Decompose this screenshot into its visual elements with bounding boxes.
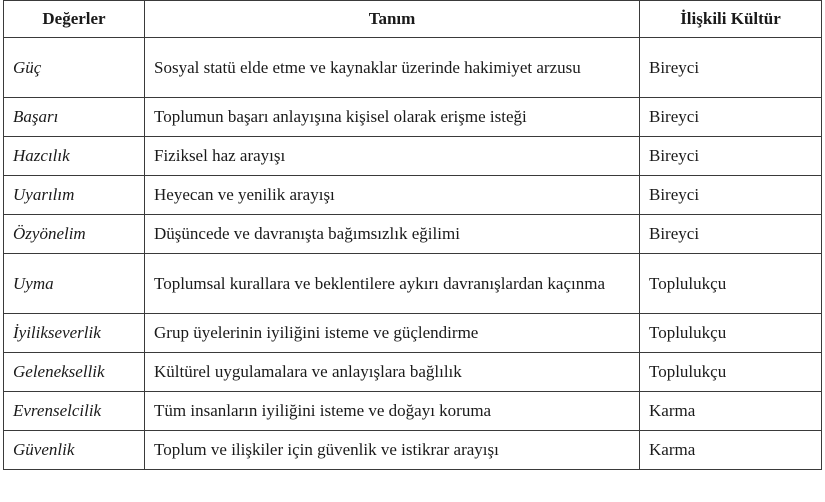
definition-cell: Sosyal statü elde etme ve kaynaklar üzerinde hakimiyet arzusu: [145, 38, 640, 98]
culture-cell: Bireyci: [640, 215, 822, 254]
culture-cell: Toplulukçu: [640, 254, 822, 314]
table-row: [4, 98, 822, 137]
value-cell: Başarı: [4, 98, 145, 137]
culture-cell: Bireyci: [640, 38, 822, 98]
definition-cell: Kültürel uygulamalara ve anlayışlara bağlılık: [145, 353, 640, 392]
definition-cell: Tüm insanların iyiliğini isteme ve doğayı koruma: [145, 392, 640, 431]
culture-cell: Karma: [640, 431, 822, 470]
table-row: [4, 137, 822, 176]
value-cell: Uyarılım: [4, 176, 145, 215]
culture-cell: Bireyci: [640, 176, 822, 215]
table-row: [4, 176, 822, 215]
value-cell: Güvenlik: [4, 431, 145, 470]
table-row: [4, 392, 822, 431]
table-row: [4, 431, 822, 470]
culture-cell: Karma: [640, 392, 822, 431]
culture-cell: Toplulukçu: [640, 314, 822, 353]
table-row: [4, 254, 822, 314]
value-cell: Evrenselcilik: [4, 392, 145, 431]
value-cell: Güç: [4, 38, 145, 98]
values-table: [3, 0, 822, 470]
header-culture: İlişkili Kültür: [640, 1, 822, 38]
table-row: [4, 215, 822, 254]
table-row: [4, 353, 822, 392]
definition-cell: Fiziksel haz arayışı: [145, 137, 640, 176]
header-definition: Tanım: [145, 1, 640, 38]
value-cell: Özyönelim: [4, 215, 145, 254]
definition-cell: Toplumsal kurallara ve beklentilere aykırı davranışlardan kaçınma: [145, 254, 640, 314]
value-cell: Geleneksellik: [4, 353, 145, 392]
culture-cell: Bireyci: [640, 137, 822, 176]
values-table-container: [3, 0, 822, 470]
value-cell: Hazcılık: [4, 137, 145, 176]
value-cell: Uyma: [4, 254, 145, 314]
definition-cell: Toplumun başarı anlayışına kişisel olarak erişme isteği: [145, 98, 640, 137]
definition-cell: Grup üyelerinin iyiliğini isteme ve güçlendirme: [145, 314, 640, 353]
header-values: Değerler: [4, 1, 145, 38]
table-header-row: [4, 1, 822, 38]
table-row: [4, 314, 822, 353]
table-row: [4, 38, 822, 98]
definition-cell: Heyecan ve yenilik arayışı: [145, 176, 640, 215]
definition-cell: Toplum ve ilişkiler için güvenlik ve istikrar arayışı: [145, 431, 640, 470]
culture-cell: Toplulukçu: [640, 353, 822, 392]
culture-cell: Bireyci: [640, 98, 822, 137]
value-cell: İyilikseverlik: [4, 314, 145, 353]
definition-cell: Düşüncede ve davranışta bağımsızlık eğilimi: [145, 215, 640, 254]
